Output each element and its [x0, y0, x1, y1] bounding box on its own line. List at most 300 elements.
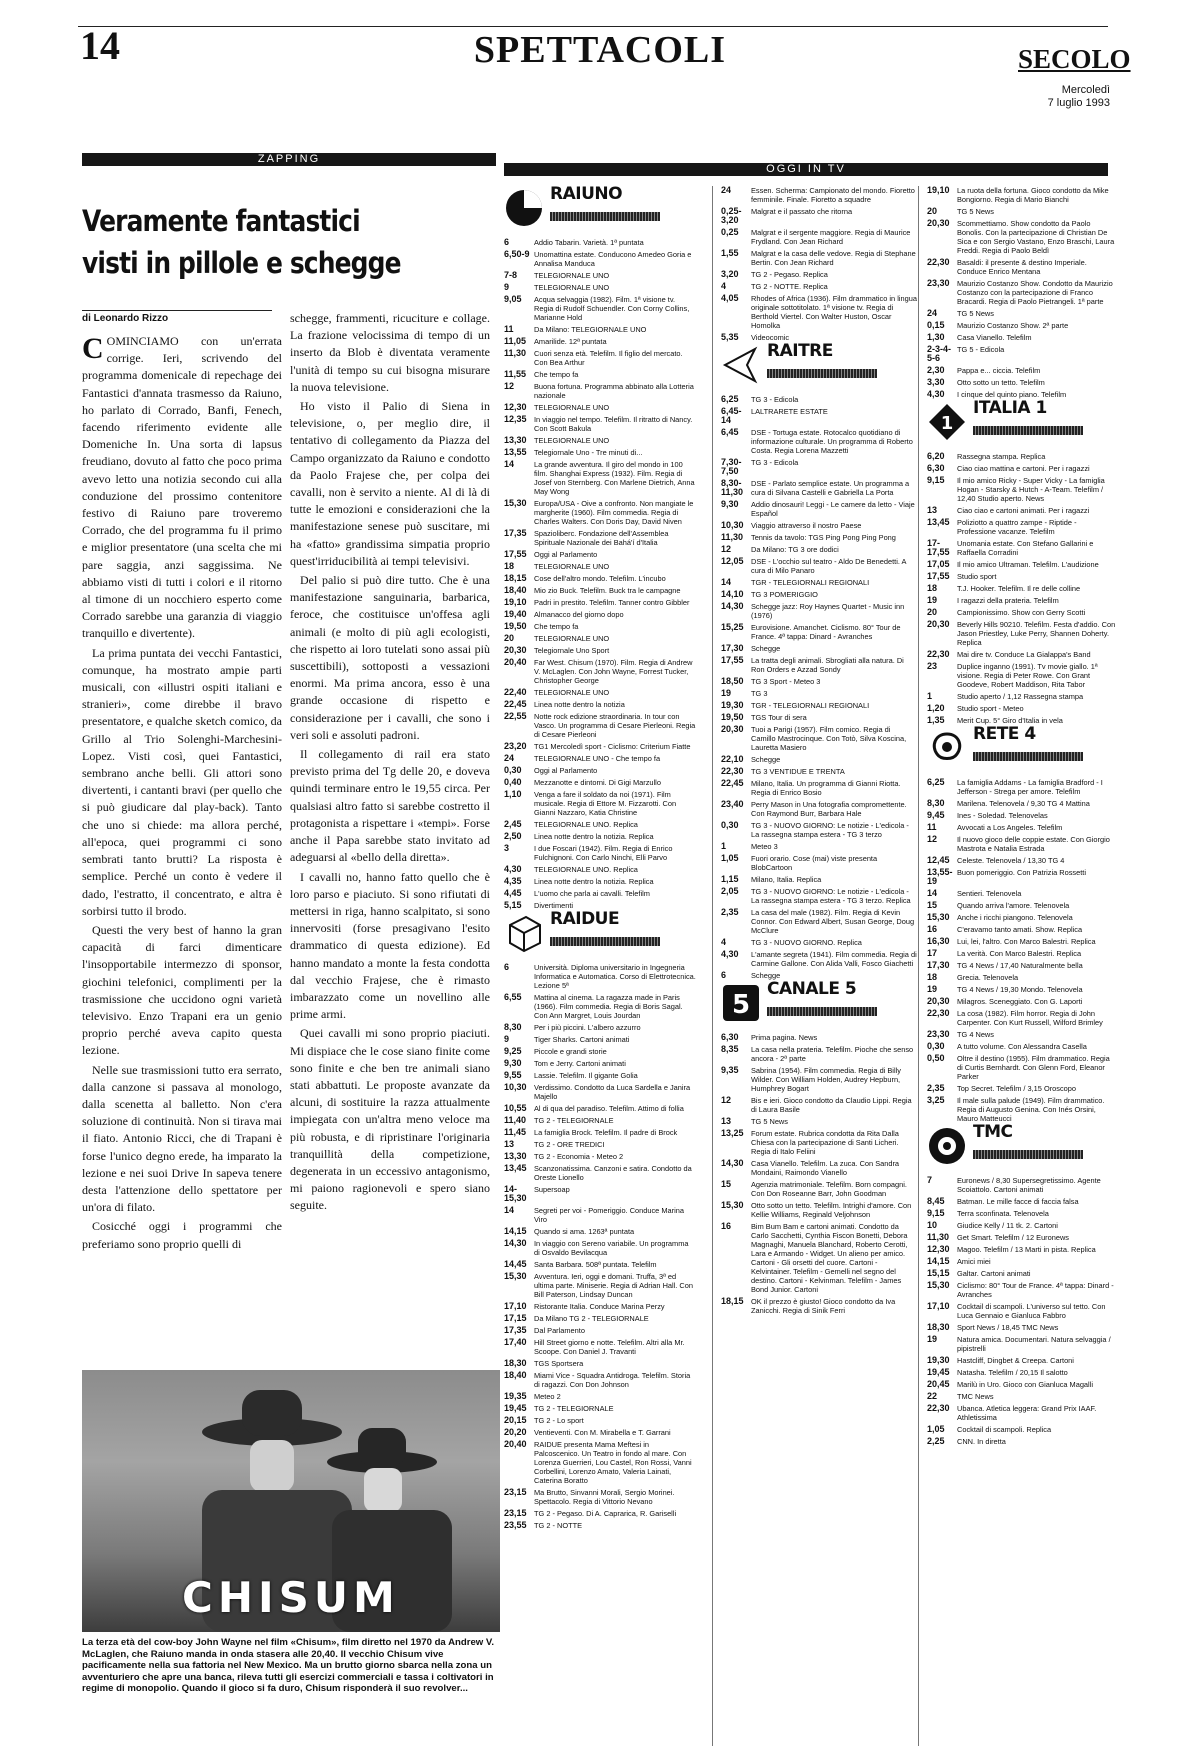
listing-time: 15,30: [927, 912, 950, 922]
listing-row: [927, 1425, 1117, 1434]
listing-row: [927, 464, 1117, 473]
listing-description: TG 3 - NUOVO GIORNO: Le notizie - L'edicola - La rassegna stampa estera - TG 3 terzo. Replica: [751, 887, 911, 905]
listing-row: [927, 518, 1117, 536]
listing-description: Schegge: [751, 644, 781, 653]
listing-row: [504, 1083, 696, 1101]
listing-time: 15,30: [504, 498, 527, 508]
listing-description: TG 3 - NUOVO GIORNO: Le notizie - L'edicola - La rassegna stampa estera - TG 3 terzo: [751, 821, 909, 839]
listing-description: Malgrat e il passato che ritorna: [751, 207, 853, 216]
listing-description: Santa Barbara. 508ª puntata. Telefilm: [534, 1260, 657, 1269]
listing-description: C'eravamo tanto amati. Show. Replica: [957, 925, 1083, 934]
listing-row: [927, 662, 1117, 689]
article-paragraph: La prima puntata dei vecchi Fantastici, comunque, ha mostrato ampie parti musicali, con «illustri ospiti italiani e stranieri», come direbbe il bravo presentatore, e qualche sketch comico, da Grillo al Trio Solenghi-Marchesini-Lopez. Visti così, quei Fantastici, sembrano anche belli. Gli attori sono divertenti, i cantanti bravi (per quello che si può giudicare dal play-back). Tanto che uno si chiede: ma allora perché, all'epoca, quei programmi ci sono sembrati tanto brutti? La risposta è semplice. Perché un conto è vedere il dado, l'estratto, il concentrato, e altra è sorbirsi tutto il brodo.: [82, 645, 282, 918]
listing-description: TG 2 - Lo sport: [534, 1416, 584, 1425]
listing-row: [721, 701, 917, 710]
listing-description: OK il prezzo è giusto! Gioco condotto da Iva Zanicchi. Regia di Sinik Ferri: [751, 1297, 896, 1315]
raitre-logo-icon: [721, 345, 761, 387]
listing-time: 2-3-4-5-6: [927, 344, 952, 363]
listing-time: 17,10: [927, 1301, 950, 1311]
listing-description: Studio sport - Meteo: [957, 704, 1024, 713]
listing-time: 18: [504, 561, 515, 571]
listing-time: 20,30: [504, 645, 527, 655]
listing-row: [721, 282, 917, 291]
listing-time: 4,30: [721, 949, 739, 959]
listing-time: 18,15: [504, 573, 527, 583]
listing-description: Amici miei: [957, 1257, 991, 1266]
listing-description: TG 2 - TELEGIORNALE: [534, 1404, 614, 1413]
listing-description: TELEGIORNALE UNO: [534, 283, 610, 292]
listing-time: 14: [927, 888, 938, 898]
listing-row: [927, 973, 1117, 982]
listing-row: [721, 407, 917, 425]
listing-time: 3,20: [721, 269, 739, 279]
listing-row: [721, 545, 917, 554]
listing-time: 20,40: [504, 657, 527, 667]
listing-time: 14: [504, 459, 515, 469]
listing-time: 3: [504, 843, 510, 853]
listing-description: Ubanca. Atletica leggera: Grand Prix IAAF. Athletissima: [957, 1404, 1097, 1422]
zapping-label: ZAPPING: [82, 153, 496, 166]
listing-description: Marilù in Uro. Gioco con Gianluca Magalli: [957, 1380, 1093, 1389]
listing-row: [927, 1356, 1117, 1365]
listing-row: [721, 270, 917, 279]
listing-time: 18,30: [504, 1358, 527, 1368]
channel-header: [504, 909, 696, 959]
channel-name: RAITRE: [767, 341, 833, 361]
listing-time: 19: [927, 595, 938, 605]
listing-row: [927, 823, 1117, 832]
listing-time: 24: [721, 186, 732, 195]
listing-time: 17,55: [721, 655, 744, 665]
listing-description: TGS Tour di sera: [751, 713, 807, 722]
listing-time: 16,30: [927, 936, 950, 946]
listing-description: Meteo 3: [751, 842, 778, 851]
listing-row: [504, 790, 696, 817]
listing-description: Spazioliberc. Fondazione dell'Assemblea Spirituale Nazionale dei Bahá'í d'Italia: [534, 529, 669, 547]
listing-description: Studio sport: [957, 572, 997, 581]
raidue-logo-icon: [504, 913, 544, 955]
listing-description: Ma Brutto, Sinvanni Morali, Sergio Morinei. Spettacolo. Regia di Vittorio Nevano: [534, 1488, 675, 1506]
listing-row: [504, 1509, 696, 1518]
listing-row: [504, 1440, 696, 1485]
listing-description: La casa del male (1982). Film. Regia di Kevin Connor. Con Edward Albert, Susan George, Doug McClure: [751, 908, 915, 935]
listing-time: 6,20: [927, 451, 945, 461]
listing-row: [504, 325, 696, 334]
listing-row: [721, 875, 917, 884]
listing-row: [504, 1272, 696, 1299]
listing-time: 12,45: [927, 855, 950, 865]
listing-description: Linea notte dentro la notizia: [534, 700, 625, 709]
listing-time: 1,20: [927, 703, 945, 713]
listing-description: Divertimenti: [534, 901, 574, 910]
listing-time: 14,45: [504, 1259, 527, 1269]
listing-row: [927, 692, 1117, 701]
listing-description: Il mio amico Ultraman. Telefilm. L'audizione: [957, 560, 1099, 569]
listing-description: La cosa (1982). Film horror. Regia di John Carpenter. Con Kurt Russell, Wilford Brimley: [957, 1009, 1103, 1027]
listing-row: [927, 207, 1117, 216]
listing-row: [504, 646, 696, 655]
listing-time: 20: [927, 607, 938, 617]
listing-description: Scommettiamo. Show condotto da Paolo Bonolis. Con la partecipazione di Christian De Sica e con Sergio Vastano, Enzo Braschi, Laura Freddi. Regia di Paolo Beldì: [957, 219, 1115, 255]
headline-line-2: visti in pillole e schegge: [82, 246, 401, 280]
listing-description: Otto sotto un tetto. Telefilm. Intrighi d'amore. Con Kellie Williams, Reginald Veljohnson: [751, 1201, 912, 1219]
listing-row: [504, 1326, 696, 1335]
listing-description: Tuoi a Parigi (1957). Film comico. Regia di Camillo Mastrocinque. Con Totò, Silva Koscina, Lauretta Masiero: [751, 725, 907, 752]
listing-description: TG 2 - NOTTE. Replica: [751, 282, 828, 291]
listing-description: Acqua selvaggia (1982). Film. 1ª visione tv. Regia di Rudolf Schuendler. Con Corny Collins, Marianne Hold: [534, 295, 690, 322]
listing-row: [927, 1197, 1117, 1206]
listing-row: [721, 1066, 917, 1093]
listing-time: 1,05: [721, 853, 739, 863]
listing-time: 17,40: [504, 1337, 527, 1347]
listing-time: 14: [721, 577, 732, 587]
listing-time: 22,30: [927, 649, 950, 659]
listing-row: [721, 821, 917, 839]
listing-row: [504, 382, 696, 400]
listing-time: 23,15: [504, 1508, 527, 1518]
listing-description: Amarilide. 12ª puntata: [534, 337, 607, 346]
listing-row: [721, 677, 917, 686]
listing-description: TG 4 News / 19,30 Mondo. Telenovela: [957, 985, 1083, 994]
listing-description: TG 4 News: [957, 1030, 994, 1039]
listing-time: 17,15: [504, 1313, 527, 1323]
listing-description: Ines - Soledad. Telenovelas: [957, 811, 1048, 820]
listing-time: 0,25-3,20: [721, 206, 742, 225]
listing-description: TG 5 - Edicola: [957, 345, 1005, 354]
listing-row: [927, 452, 1117, 461]
italia1-logo-icon: [927, 402, 967, 444]
listing-description: Basaldi: il presente & destino Imperiale. Conduce Enrico Mentana: [957, 258, 1087, 276]
listing-row: [721, 1045, 917, 1063]
article-paragraph: Ho visto il Palio di Siena in televisione, o, per meglio dire, il tentativo di collegamento da Piazza del Campo organizzato da Raiuno e condotto da Paolo Frajese che, per colpa dei cavalli, non è servito a niente. Al di là di tutte le emozioni e considerazioni che la manifestazione senese può suscitare, mi ha «fatto» grandissima simpatia proprio quest'irriducibilità ai tempi televisivi.: [290, 399, 490, 568]
listing-row: [927, 835, 1117, 853]
listing-time: 23,30: [927, 1029, 950, 1039]
listing-time: 9,55: [504, 1070, 522, 1080]
listing-time: 22,30: [721, 766, 744, 776]
channel-header: [504, 188, 696, 234]
listing-row: [721, 249, 917, 267]
listing-description: Sentieri. Telenovela: [957, 889, 1022, 898]
date-day: Mercoledì: [1061, 84, 1110, 96]
listing-time: 0,15: [927, 320, 945, 330]
listing-description: DSE - L'occhio sul teatro - Aldo De Benedetti. A cura di Milo Panaro: [751, 557, 907, 575]
listing-row: [927, 1380, 1117, 1389]
listing-description: Cose dell'altro mondo. Telefilm. L'incubo: [534, 574, 666, 583]
listing-time: 19,45: [504, 1403, 527, 1413]
listing-description: TELEGIORNALE UNO: [534, 634, 610, 643]
listing-row: [927, 1176, 1117, 1194]
listing-row: [927, 1335, 1117, 1353]
listing-description: Get Smart. Telefilm / 12 Euronews: [957, 1233, 1069, 1242]
listing-time: 8,30: [927, 798, 945, 808]
listing-row: [927, 1392, 1117, 1401]
listing-row: [721, 713, 917, 722]
listing-description: DSE - Parlato semplice estate. Un programma a cura di Silvana Castelli e Gabriella La Porta: [751, 479, 910, 497]
listing-time: 22,10: [721, 754, 744, 764]
listing-row: [927, 1245, 1117, 1254]
listing-time: 17: [927, 948, 938, 958]
listing-time: 22,45: [504, 699, 527, 709]
listing-time: 10,30: [504, 1082, 527, 1092]
listing-time: 23: [927, 661, 938, 671]
listing-time: 11,40: [504, 1115, 527, 1125]
listing-row: [504, 337, 696, 346]
channel-stripe: [973, 426, 1083, 435]
listing-time: 17,55: [504, 549, 527, 559]
listing-row: [504, 460, 696, 496]
listing-time: 19,50: [504, 621, 527, 631]
listing-time: 22,45: [721, 778, 744, 788]
listing-description: In viaggio con Sereno variabile. Un programma di Osvaldo Bevilacqua: [534, 1239, 689, 1257]
listing-time: 2,35: [721, 907, 739, 917]
listing-time: 22,55: [504, 711, 527, 721]
tv-column-3: [918, 186, 1117, 1746]
listing-description: Forum estate. Rubrica condotta da Rita Dalla Chiesa con la partecipazione di Santi Licheri. Regia di Italo Feliini: [751, 1129, 899, 1156]
page-number: 14: [80, 23, 120, 68]
listing-time: 15,25: [721, 622, 744, 632]
listing-time: 20,15: [504, 1415, 527, 1425]
listing-description: TG1 Mercoledì sport - Ciclismo: Criterium Fiatte: [534, 742, 691, 751]
listing-time: 10: [927, 1220, 938, 1230]
listing-time: 13,30: [504, 435, 527, 445]
listing-description: TGS Sportsera: [534, 1359, 584, 1368]
listing-time: 17,05: [927, 559, 950, 569]
listing-description: Schegge: [751, 971, 781, 980]
listing-description: Merit Cup. 5° Giro d'Italia in vela: [957, 716, 1063, 725]
byline: di Leonardo Rizzo: [82, 313, 169, 324]
listing-row: [721, 500, 917, 518]
channel-name: TMC: [973, 1122, 1013, 1142]
listing-description: Padri in prestito. Telefilm. Tanner contro Gibbler: [534, 598, 690, 607]
listing-description: Campionissimo. Show con Gerry Scotti: [957, 608, 1086, 617]
listing-description: Far West. Chisum (1970). Film. Regia di Andrew V. McLaglen. Con John Wayne, Forrest Tucker, Christopher George: [534, 658, 693, 685]
listing-time: 14,10: [721, 589, 744, 599]
listing-time: 19: [927, 984, 938, 994]
listing-description: Telegiornale Uno Sport: [534, 646, 610, 655]
listing-row: [504, 448, 696, 457]
article-paragraph: I cavalli no, hanno fatto quello che è loro parso e piaciuto. Si sono rifiutati di mettersi in riga, hanno scalpitato, si sono innervositi (forse presagivano l'esito drammatico di questa edizione). Ed hanno mandato a monte la festa condotta dal vecchio Frajese, che è rimasto imbarazzato come un novellino alle prime armi.: [290, 869, 490, 1022]
listing-time: 1: [721, 841, 727, 851]
listing-time: 12: [927, 834, 938, 844]
listing-description: T.J. Hooker. Telefilm. Il re delle colline: [957, 584, 1081, 593]
listing-description: Ciao ciao e cartoni animati. Per i ragazzi: [957, 506, 1090, 515]
listing-row: [927, 1323, 1117, 1332]
listing-time: 0,30: [504, 765, 522, 775]
article-paragraph: Cosicché oggi i programmi che preferiamo sono proprio quelli di: [82, 1219, 282, 1251]
listing-description: Maurizio Costanzo Show. Condotto da Maurizio Costanzo con la partecipazione di Franco Bracardi. Regia di Paolo Pietrangeli. 1ª parte: [957, 279, 1113, 306]
listing-description: Ventieventi. Con M. Mirabella e T. Garrani: [534, 1428, 671, 1437]
listing-row: [504, 1314, 696, 1323]
listing-description: RAIDUE presenta Mama Meftesi in Palcoscenico. Un Teatro in fondo al mare. Con Lorenza Guerrieri, Lou Castel, Ron Rossi, Vanni Corbellini, Lorenzo Amato, Valeria Lainati, Caterina Boratto: [534, 1440, 692, 1485]
listing-time: 22,40: [504, 687, 527, 697]
listing-row: [504, 712, 696, 739]
listing-description: Hill Street giorno e notte. Telefilm. Altri alla Mr. Scoope. Con Daniel J. Travanti: [534, 1338, 685, 1356]
listing-time: 9,35: [721, 1065, 739, 1075]
listing-time: 19,45: [927, 1367, 950, 1377]
listing-row: [721, 557, 917, 575]
listing-time: 15,30: [721, 1200, 744, 1210]
listing-description: Oltre il destino (1955). Film drammatico. Regia di Curtis Bernhardt. Con Glenn Ford, Eleanor Parker: [957, 1054, 1110, 1081]
listing-row: [927, 913, 1117, 922]
listing-row: [927, 258, 1117, 276]
section-title: SPETTACOLI: [473, 29, 727, 71]
listing-description: Anche i ricchi piangono. Telenovela: [957, 913, 1073, 922]
listing-row: [927, 1281, 1117, 1299]
listing-description: TG 5 News: [957, 207, 994, 216]
listing-description: Euronews / 8,30 Supersegretissimo. Agente Scoiattolo. Cartoni animati: [957, 1176, 1101, 1194]
listing-description: Linea notte dentro la notizia. Replica: [534, 832, 654, 841]
listing-row: [504, 574, 696, 583]
date-full: 7 luglio 1993: [1047, 97, 1110, 109]
listing-time: 17,35: [504, 528, 527, 538]
listing-time: 20: [504, 633, 515, 643]
listing-row: [504, 889, 696, 898]
listing-time: 0,50: [927, 1053, 945, 1063]
listing-row: [927, 279, 1117, 306]
listing-description: Oggi al Parlamento: [534, 766, 598, 775]
listing-row: [721, 842, 917, 851]
listing-row: [721, 755, 917, 764]
listing-description: La tratta degli animali. Sbrogliati alla natura. Di Ron Orders e Azzad Sondy: [751, 656, 904, 674]
listing-row: [721, 533, 917, 542]
listing-row: [504, 1164, 696, 1182]
listing-time: 16: [721, 1221, 732, 1231]
listing-row: [927, 620, 1117, 647]
listing-description: Dal Parlamento: [534, 1326, 585, 1335]
listing-description: TG 2 - NOTTE: [534, 1521, 583, 1530]
listing-row: [504, 778, 696, 787]
listing-row: [504, 349, 696, 367]
channel-stripe: [767, 1007, 877, 1016]
listing-row: [927, 1009, 1117, 1027]
listing-time: 9,05: [504, 294, 522, 304]
listing-time: 8,45: [927, 1196, 945, 1206]
listing-row: [927, 961, 1117, 970]
listing-time: 15: [721, 1179, 732, 1189]
channel-name: RETE 4: [973, 724, 1036, 744]
listing-description: TELEGIORNALE UNO. Replica: [534, 820, 638, 829]
listing-description: TGR - TELEGIORNALI REGIONALI: [751, 578, 870, 587]
listing-row: [504, 1140, 696, 1149]
listing-time: 19: [927, 1334, 938, 1344]
listing-row: [504, 1023, 696, 1032]
listing-time: 20: [927, 206, 938, 216]
listing-description: Rhodes of Africa (1936). Film drammatico in lingua originale sottotitolato. 1ª visione tv. Regia di Berthold Viertel. Con Walter Huston, Oscar Homolka: [751, 294, 917, 330]
listing-row: [927, 219, 1117, 255]
listing-row: [927, 901, 1117, 910]
listing-row: [504, 370, 696, 379]
listing-row: [927, 778, 1117, 796]
listing-row: [504, 1359, 696, 1368]
article-paragraph: Il collegamento di rail era stato previsto prima del Tg delle 20, e doveva quindi terminare entro le 19,55 circa. Per qualsiasi altro fatto si sarebbe costretto il protagonista a rispettare i «tempi». Forse anche il Papa sarebbe stato invitato ad adeguarsi al «bello della diretta».: [290, 747, 490, 865]
listing-description: Malgrat e la casa delle vedove. Regia di Stephane Bertin. Con Jean Richard: [751, 249, 916, 267]
channel-header: [927, 398, 1117, 448]
listing-time: 6,25: [721, 394, 739, 404]
listing-row: [504, 1128, 696, 1137]
listing-description: TG 4 News / 17,40 Naturalmente bella: [957, 961, 1083, 970]
listing-row: [927, 889, 1117, 898]
listing-time: 18,50: [721, 676, 744, 686]
listing-time: 15,15: [927, 1268, 950, 1278]
listing-row: [927, 186, 1117, 204]
listing-row: [927, 1233, 1117, 1242]
listing-description: Sabrina (1954). Film commedia. Regia di Billy Wilder. Con William Holden, Audrey Hepburn, Humphrey Bogart: [751, 1066, 901, 1093]
listing-description: TG 3 VENTIDUE E TRENTA: [751, 767, 845, 776]
listing-description: Il male sulla palude (1949). Film drammatico. Regia di Augusto Genina. Con Inés Orsini, Mauro Matteucci: [957, 1096, 1105, 1123]
listing-time: 23,30: [927, 278, 950, 288]
listing-row: [504, 993, 696, 1020]
listing-time: 15,30: [927, 1280, 950, 1290]
tv-listings-label: OGGI IN TV: [504, 163, 1108, 176]
listing-description: Top Secret. Telefilm / 3,15 Oroscopo: [957, 1084, 1076, 1093]
listing-description: La casa nella prateria. Telefilm. Pioche che senso ancora - 2ª parte: [751, 1045, 914, 1063]
listing-description: Lui, lei, l'altro. Con Marco Balestri. Replica: [957, 937, 1096, 946]
listing-description: CNN. In diretta: [957, 1437, 1006, 1446]
listing-row: [927, 650, 1117, 659]
listing-row: [504, 766, 696, 775]
listing-time: 1,35: [927, 715, 945, 725]
listing-row: [927, 704, 1117, 713]
listing-row: [927, 1084, 1117, 1093]
listing-description: Giudice Kelly / 11 tk. 2. Cartoni: [957, 1221, 1058, 1230]
listing-time: 4,35: [504, 876, 522, 886]
listing-description: Bis e ieri. Gioco condotto da Claudio Lippi. Regia di Laura Basile: [751, 1096, 912, 1114]
listing-row: [504, 1371, 696, 1389]
listing-description: TELEGIORNALE UNO: [534, 688, 610, 697]
listing-description: Rassegna stampa. Replica: [957, 452, 1046, 461]
listing-time: 2,30: [927, 365, 945, 375]
listing-description: I ragazzi della prateria. Telefilm: [957, 596, 1059, 605]
listing-description: Terra sconfinata. Telenovela: [957, 1209, 1049, 1218]
listing-row: [721, 428, 917, 455]
listing-row: [927, 1368, 1117, 1377]
listing-time: 23,15: [504, 1487, 527, 1497]
listing-description: Malgrat e il sergente maggiore. Regia di Maurice Frydland. Con Jean Richard: [751, 228, 911, 246]
listing-description: TG 5 News: [957, 309, 994, 318]
listing-time: 9,45: [927, 810, 945, 820]
article-paragraph: Nelle sue trasmissioni tutto era serrato, dalla canzone si passava al monologo, dalla scenetta al balletto. Non c'era soluzione di continuità. Non si tirava mai il fiato. Antonio Ricci, che di Trapani è forse l'unico degno erede, ha imparato la lezione e nei suoi Drive In sapeva tenere desta l'attenzione dello spettatore per un'ora di filato.: [82, 1062, 282, 1215]
raiuno-logo-icon: [504, 188, 544, 230]
listing-row: [721, 767, 917, 776]
listing-description: Mio zio Buck. Telefilm. Buck tra le campagne: [534, 586, 681, 595]
listing-description: Almanacco del giorno dopo: [534, 610, 624, 619]
listing-description: In viaggio nel tempo. Telefilm. Il ritratto di Nancy. Con Scott Bakula: [534, 415, 693, 433]
listing-time: 6,30: [927, 463, 945, 473]
listing-time: 17,35: [504, 1325, 527, 1335]
listing-description: L'amante segreta (1941). Film commedia. Regia di Carmine Gallone. Con Alida Valli, Fosco Giachetti: [751, 950, 917, 968]
listing-time: 22,30: [927, 1403, 950, 1413]
listing-time: 2,05: [721, 886, 739, 896]
listing-description: Pappa e... ciccia. Telefilm: [957, 366, 1041, 375]
listing-time: 20,30: [927, 996, 950, 1006]
listing-time: 9,15: [927, 1208, 945, 1218]
listing-description: Per i più piccini. L'albero azzurro: [534, 1023, 641, 1032]
listing-time: 1,30: [927, 332, 945, 342]
listing-description: TG 5 News: [751, 1117, 788, 1126]
channel-stripe: [550, 937, 660, 946]
listing-description: Il nuovo gioco delle coppie estate. Con Giorgio Mastrota e Natalia Estrada: [957, 835, 1110, 853]
dateline: [1000, 84, 1110, 110]
listing-row: [504, 499, 696, 526]
listing-description: Perry Mason in Una fotografia compromettente. Con Raymond Burr, Barbara Hale: [751, 800, 907, 818]
channel-stripe: [550, 212, 660, 221]
listing-description: Lassie. Telefilm. Il gigante Golia: [534, 1071, 638, 1080]
listing-description: Piccole e grandi storie: [534, 1047, 607, 1056]
listing-row: [504, 700, 696, 709]
listing-time: 19,35: [504, 1391, 527, 1401]
listing-row: [504, 271, 696, 280]
listing-description: DSE - Tortuga estate. Rotocalco quotidiano di informazione culturale. Un programma di Roberto Costa. Regia Lorena Mazzetti: [751, 428, 913, 455]
